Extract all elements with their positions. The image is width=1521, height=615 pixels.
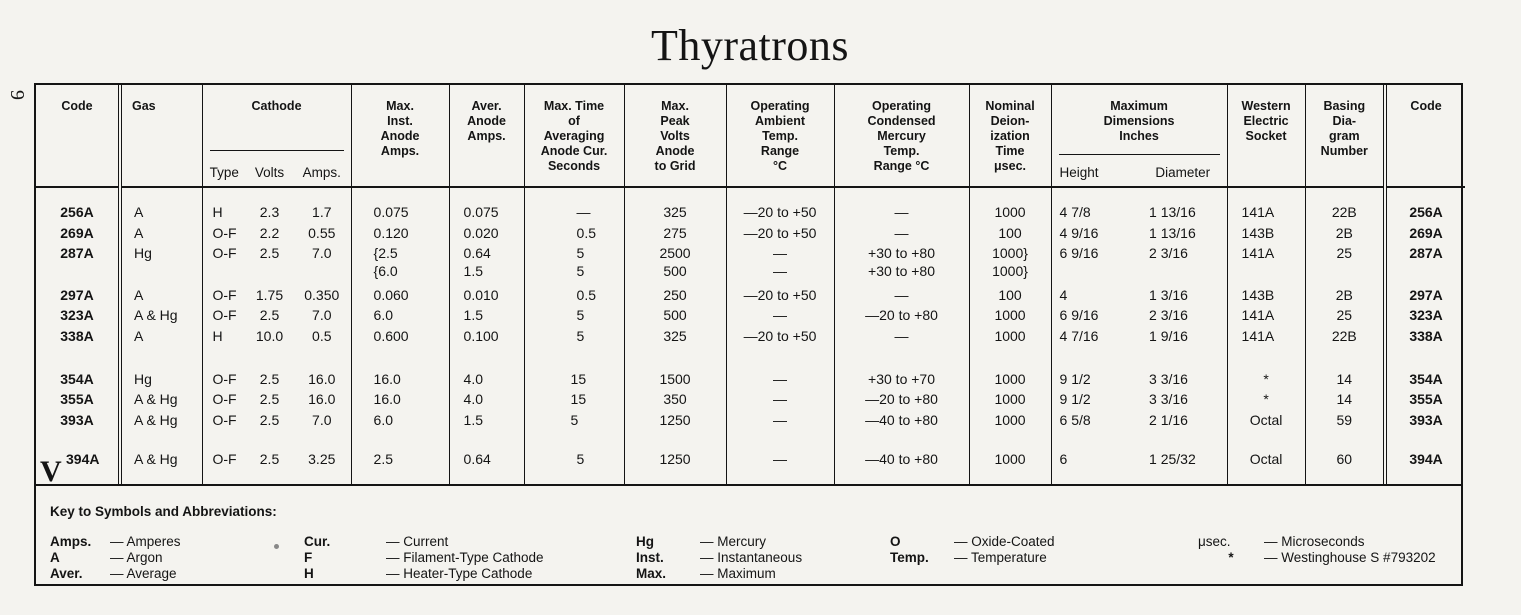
header-cathode-amps: Amps.: [293, 159, 351, 187]
table-cell: +30 to +70 —20 to +80 —40 to +80: [834, 359, 969, 435]
table-cell: 2.3 2.2 2.5: [259, 204, 280, 261]
table-cell: —20 to +50 —20 to +50 — —: [726, 187, 834, 285]
table-cell: O-F: [202, 435, 246, 484]
table-cell: O-F O-F O-F: [202, 359, 246, 435]
table-row: [36, 435, 1465, 484]
table-cell: 2.5: [259, 451, 280, 468]
header-cathode-type: Type: [202, 159, 246, 187]
table-cell: Octal: [1227, 435, 1305, 484]
table-cell: — 0.5 5 5: [524, 187, 624, 285]
header-basing-diagram: Basing Dia- gram Number: [1305, 85, 1385, 187]
table-cell: A A & Hg A: [120, 285, 202, 359]
header-diameter: Diameter: [1139, 159, 1227, 187]
table-cell: —20 to +50 — —20 to +50: [726, 285, 834, 359]
table-cell: 394A: [66, 451, 100, 468]
header-aver-anode-amps: Aver. Anode Amps.: [449, 85, 524, 187]
header-deionization-time: Nominal Deion- ization Time μsec.: [969, 85, 1051, 187]
table-cell: Hg A & Hg A & Hg: [120, 359, 202, 435]
table-cell: 1000: [969, 435, 1051, 484]
table-cell: 297A 323A 338A: [1385, 285, 1465, 359]
header-western-electric-socket: Western Electric Socket: [1227, 85, 1305, 187]
page-number: 9: [6, 90, 28, 100]
table-cell: 1 3/16 2 3/16 1 9/16: [1149, 286, 1188, 344]
table-cell: 4.0 4.0 1.5: [449, 359, 524, 435]
page-title: Thyratrons: [650, 21, 850, 70]
table-cell: 0.060 6.0 0.600: [351, 285, 449, 359]
header-operating-ambient-temp: Operating Ambient Temp. Range °C: [726, 85, 834, 187]
header-gas: Gas: [120, 85, 202, 187]
header-code: Code: [36, 85, 120, 187]
table-cell: 3 3/16 3 3/16 2 1/16: [1149, 370, 1188, 428]
table-cell: 2.5 2.5 2.5: [259, 370, 280, 428]
table-cell: 0.64: [449, 435, 524, 484]
table-cell: 16.0 16.0 7.0: [308, 370, 336, 428]
table-cell: 2B 25 22B: [1305, 285, 1385, 359]
table-cell: 1250: [624, 435, 726, 484]
table-cell: 5: [524, 435, 624, 484]
header-max-peak-volts: Max. Peak Volts Anode to Grid: [624, 85, 726, 187]
key-to-symbols: [34, 486, 1463, 586]
thyratron-table: [36, 85, 1465, 484]
table-cell: 297A 323A 338A: [60, 286, 94, 344]
table-cell: — —20 to +80 —: [834, 285, 969, 359]
table-cell: 354A 355A 393A: [60, 370, 94, 428]
table-cell: — — +30 to +80 +30 to +80: [834, 187, 969, 285]
table-cell: — — —: [726, 359, 834, 435]
table-cell: * * Octal: [1227, 359, 1305, 435]
header-code-right: Code: [1385, 85, 1465, 187]
table-cell: 6: [1051, 435, 1139, 484]
table-cell: O-F O-F H: [202, 285, 246, 359]
key-group-2: Cur. — Current F — Filament-Type Cathode H — Heater-Type Cathode: [304, 534, 544, 581]
table-cell: 143B 141A 141A: [1227, 285, 1305, 359]
table-cell: 141A 143B 141A: [1227, 187, 1305, 285]
table-cell: 15 15 5: [524, 359, 624, 435]
key-group-1: Amps. — Amperes A — Argon Aver. — Average: [50, 534, 181, 581]
table-cell: 1 25/32: [1149, 451, 1196, 468]
thyratron-table-frame: [34, 83, 1463, 486]
table-cell: 1.7 0.55 7.0: [308, 204, 336, 261]
handwritten-check-mark: V: [40, 455, 62, 488]
table-cell: 325 275 2500 500: [624, 187, 726, 285]
table-cell: 4 6 9/16 4 7/16: [1051, 285, 1139, 359]
table-cell: 0.075 0.020 0.64 1.5: [449, 187, 524, 285]
key-group-4: O — Oxide-Coated Temp. — Temperature: [890, 534, 1055, 565]
table-cell: 1500 350 1250: [624, 359, 726, 435]
table-cell: 394A: [1385, 435, 1465, 484]
table-cell: 0.5 5 5: [524, 285, 624, 359]
table-cell: —40 to +80: [834, 435, 969, 484]
table-cell: 3.25: [308, 451, 336, 468]
table-cell: 1.75 2.5 10.0: [255, 286, 284, 344]
table-cell: 354A 355A 393A: [1385, 359, 1465, 435]
table-cell: 1000 100 1000} 1000}: [969, 187, 1051, 285]
table-cell: —: [726, 435, 834, 484]
table-cell: A & Hg: [120, 435, 202, 484]
header-max-dimensions: Maximum Dimensions Inches: [1051, 85, 1227, 159]
table-cell: H O-F O-F: [202, 187, 246, 285]
table-cell: 2.5: [351, 435, 449, 484]
table-cell: 256A 269A 287A: [1385, 187, 1465, 285]
header-cathode: Cathode: [202, 85, 351, 159]
table-cell: 22B 2B 25: [1305, 187, 1385, 285]
table-cell: 0.350 7.0 0.5: [304, 286, 340, 344]
table-cell: 0.010 1.5 0.100: [449, 285, 524, 359]
key-title: Key to Symbols and Abbreviations:: [50, 504, 277, 519]
table-cell: 60: [1305, 435, 1385, 484]
header-cathode-volts: Volts: [246, 159, 293, 187]
key-group-3: Hg — Mercury Inst. — Instantaneous Max. — Maximum: [636, 534, 803, 581]
table-cell: 0.075 0.120 {2.5 {6.0: [351, 187, 449, 285]
header-max-inst-anode-amps: Max. Inst. Anode Amps.: [351, 85, 449, 187]
table-cell: 14 14 59: [1305, 359, 1385, 435]
table-cell: 9 1/2 9 1/2 6 5/8: [1051, 359, 1139, 435]
header-max-time-averaging: Max. Time of Averaging Anode Cur. Seconds: [524, 85, 624, 187]
table-cell: A A Hg: [120, 187, 202, 285]
table-cell: 256A 269A 287A: [60, 204, 94, 261]
table-cell: 1000 1000 1000: [969, 359, 1051, 435]
table-cell: 4 7/8 4 9/16 6 9/16: [1051, 187, 1139, 285]
table-cell: 100 1000 1000: [969, 285, 1051, 359]
print-dot: [274, 544, 279, 549]
header-operating-condensed-mercury-temp: Operating Condensed Mercury Temp. Range °C: [834, 85, 969, 187]
table-body: [36, 187, 1465, 484]
table-cell: 1 13/16 1 13/16 2 3/16: [1149, 204, 1196, 261]
table-cell: 16.0 16.0 6.0: [351, 359, 449, 435]
header-height: Height: [1051, 159, 1139, 187]
key-group-5: μsec. — Microseconds * — Westinghouse S #793202: [1198, 534, 1436, 565]
table-cell: 250 500 325: [624, 285, 726, 359]
